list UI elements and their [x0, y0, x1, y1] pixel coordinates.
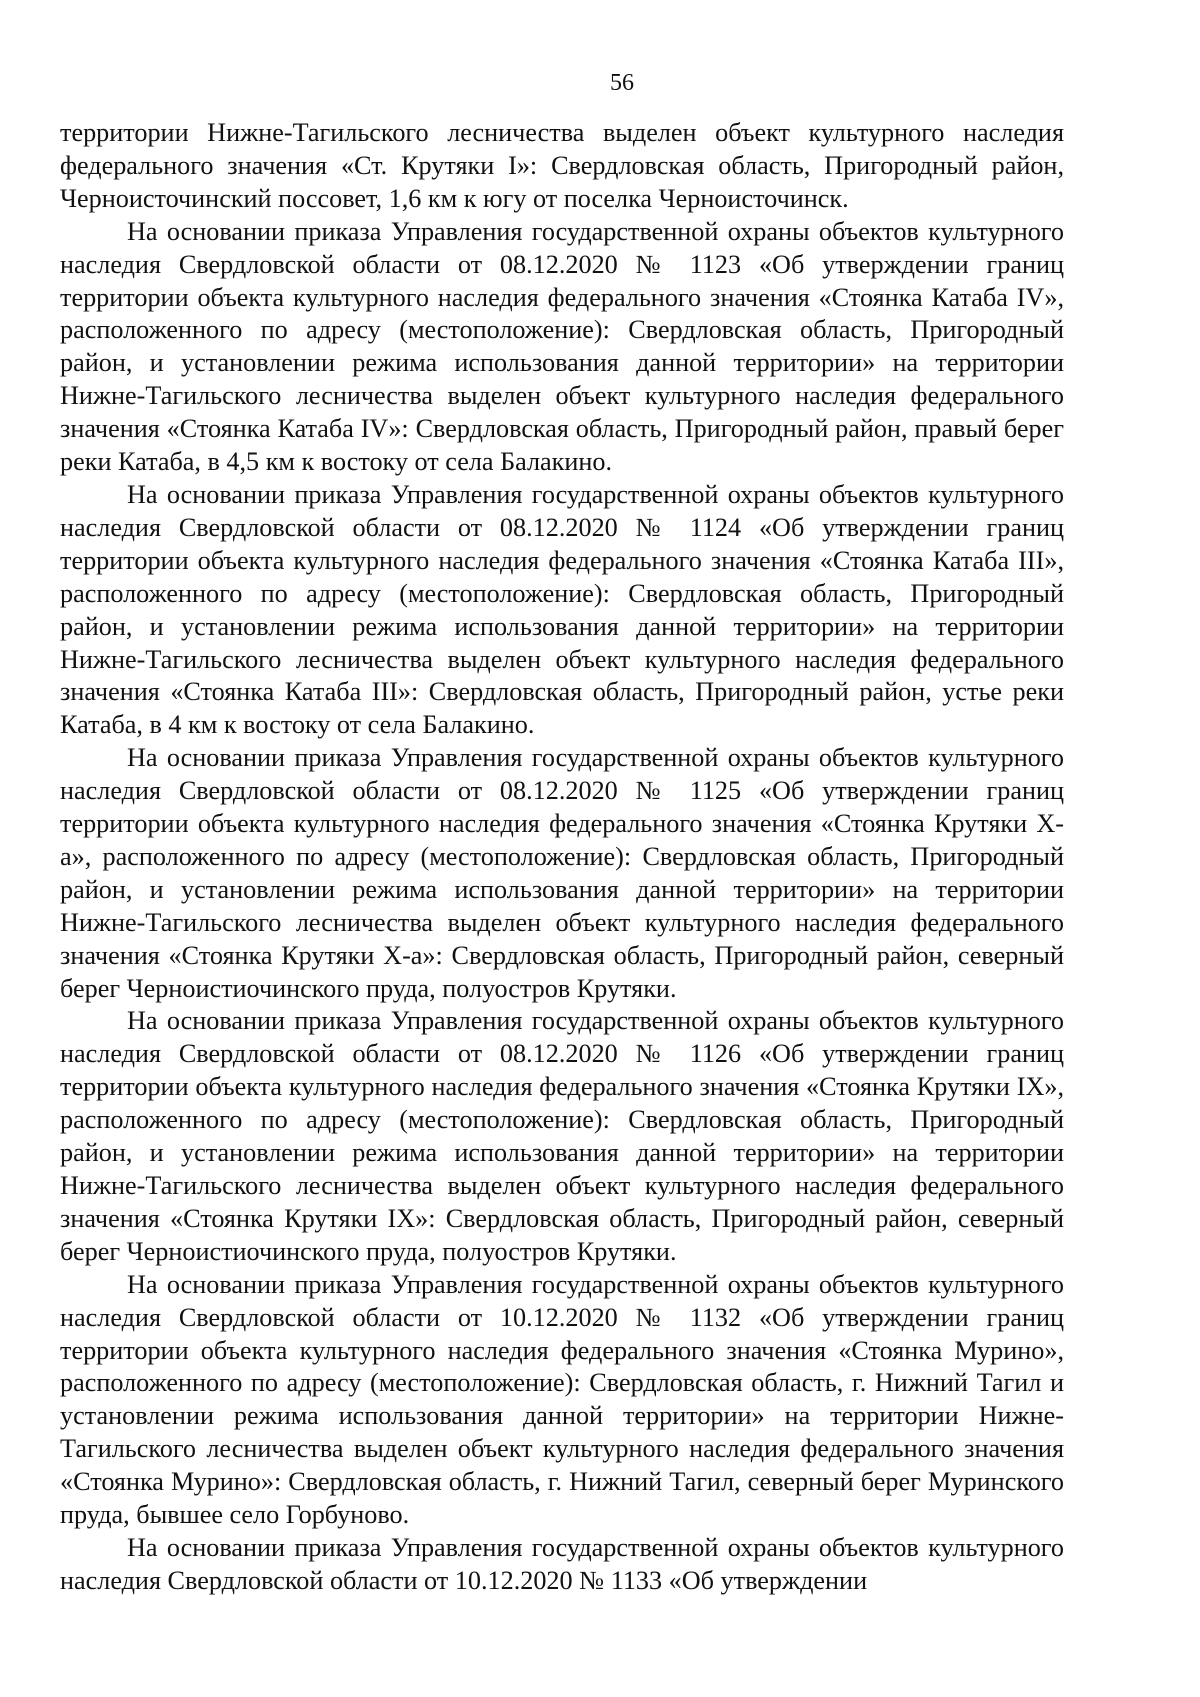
paragraph-stoyanka-kataba-iv: На основании приказа Управления государственной охраны объектов культурного наследия Свердловской области от 08.12.2020 № 1123 «Об утверждении границ территории объекта культурного наследия федерального значения «Стоянка Катаба IV», расположенного по адресу (местоположение): Свердловская область, Пригородный район, и установлении режима использования данной территории» на территории Нижне-Тагильского лесничества выделен объект культурного наследия федерального значения «Стоянка Катаба IV»: Свердловская область, Пригородный район, правый берег реки Катаба, в 4,5 км к востоку от села Балакино. [60, 216, 1064, 477]
page-number: 56 [610, 70, 634, 96]
paragraph-continuation: территории Нижне-Тагильского лесничества выделен объект культурного наследия федерального значения «Ст. Крутяки I»: Свердловская область, Пригородный район, Черноисточинский поссовет, 1,6 км к югу от поселка Черноисточинск. [60, 118, 1064, 213]
paragraph-stoyanka-kataba-iii: На основании приказа Управления государственной охраны объектов культурного наследия Свердловской области от 08.12.2020 № 1124 «Об утверждении границ территории объекта культурного наследия федерального значения «Стоянка Катаба III», расположенного по адресу (местоположение): Свердловская область, Пригородный район, и установлении режима использования данной территории» на территории Нижне-Тагильского лесничества выделен объект культурного наследия федерального значения «Стоянка Катаба III»: Свердловская область, Пригородный район, устье реки Катаба, в 4 км к востоку от села Балакино. [60, 479, 1064, 740]
paragraph-order-1133-start: На основании приказа Управления государственной охраны объектов культурного наследия Свердловской области от 10.12.2020 № 1133 «Об утверждении [60, 1532, 1064, 1595]
paragraph-stoyanka-krutyaki-ix: На основании приказа Управления государственной охраны объектов культурного наследия Свердловской области от 08.12.2020 № 1126 «Об утверждении границ территории объекта культурного наследия федерального значения «Стоянка Крутяки IX», расположенного по адресу (местоположение): Свердловская область, Пригородный район, и установлении режима использования данной территории» на территории Нижне-Тагильского лесничества выделен объект культурного наследия федерального значения «Стоянка Крутяки IX»: Свердловская область, Пригородный район, северный берег Черноистиочинского пруда, полуостров Крутяки. [60, 1006, 1064, 1266]
paragraph-stoyanka-krutyaki-x-a: На основании приказа Управления государственной охраны объектов культурного наследия Свердловской области от 08.12.2020 № 1125 «Об утверждении границ территории объекта культурного наследия федерального значения «Стоянка Крутяки X-a», расположенного по адресу (местоположение): Свердловская область, Пригородный район, и установлении режима использования данной территории» на территории Нижне-Тагильского лесничества выделен объект культурного наследия федерального значения «Стоянка Крутяки X-a»: Свердловская область, Пригородный район, северный берег Черноистиочинского пруда, полуостров Крутяки. [60, 743, 1064, 1003]
paragraph-stoyanka-murino: На основании приказа Управления государственной охраны объектов культурного наследия Свердловской области от 10.12.2020 № 1132 «Об утверждении границ территории объекта культурного наследия федерального значения «Стоянка Мурино», расположенного по адресу (местоположение): Свердловская область, г. Нижний Тагил и установлении режима использования данной территории» на территории Нижне-Тагильского лесничества выделен объект культурного наследия федерального значения «Стоянка Мурино»: Свердловская область, г. Нижний Тагил, северный берег Муринского пруда, бывшее село Горбуново. [60, 1269, 1064, 1530]
document-body [60, 117, 1064, 1598]
